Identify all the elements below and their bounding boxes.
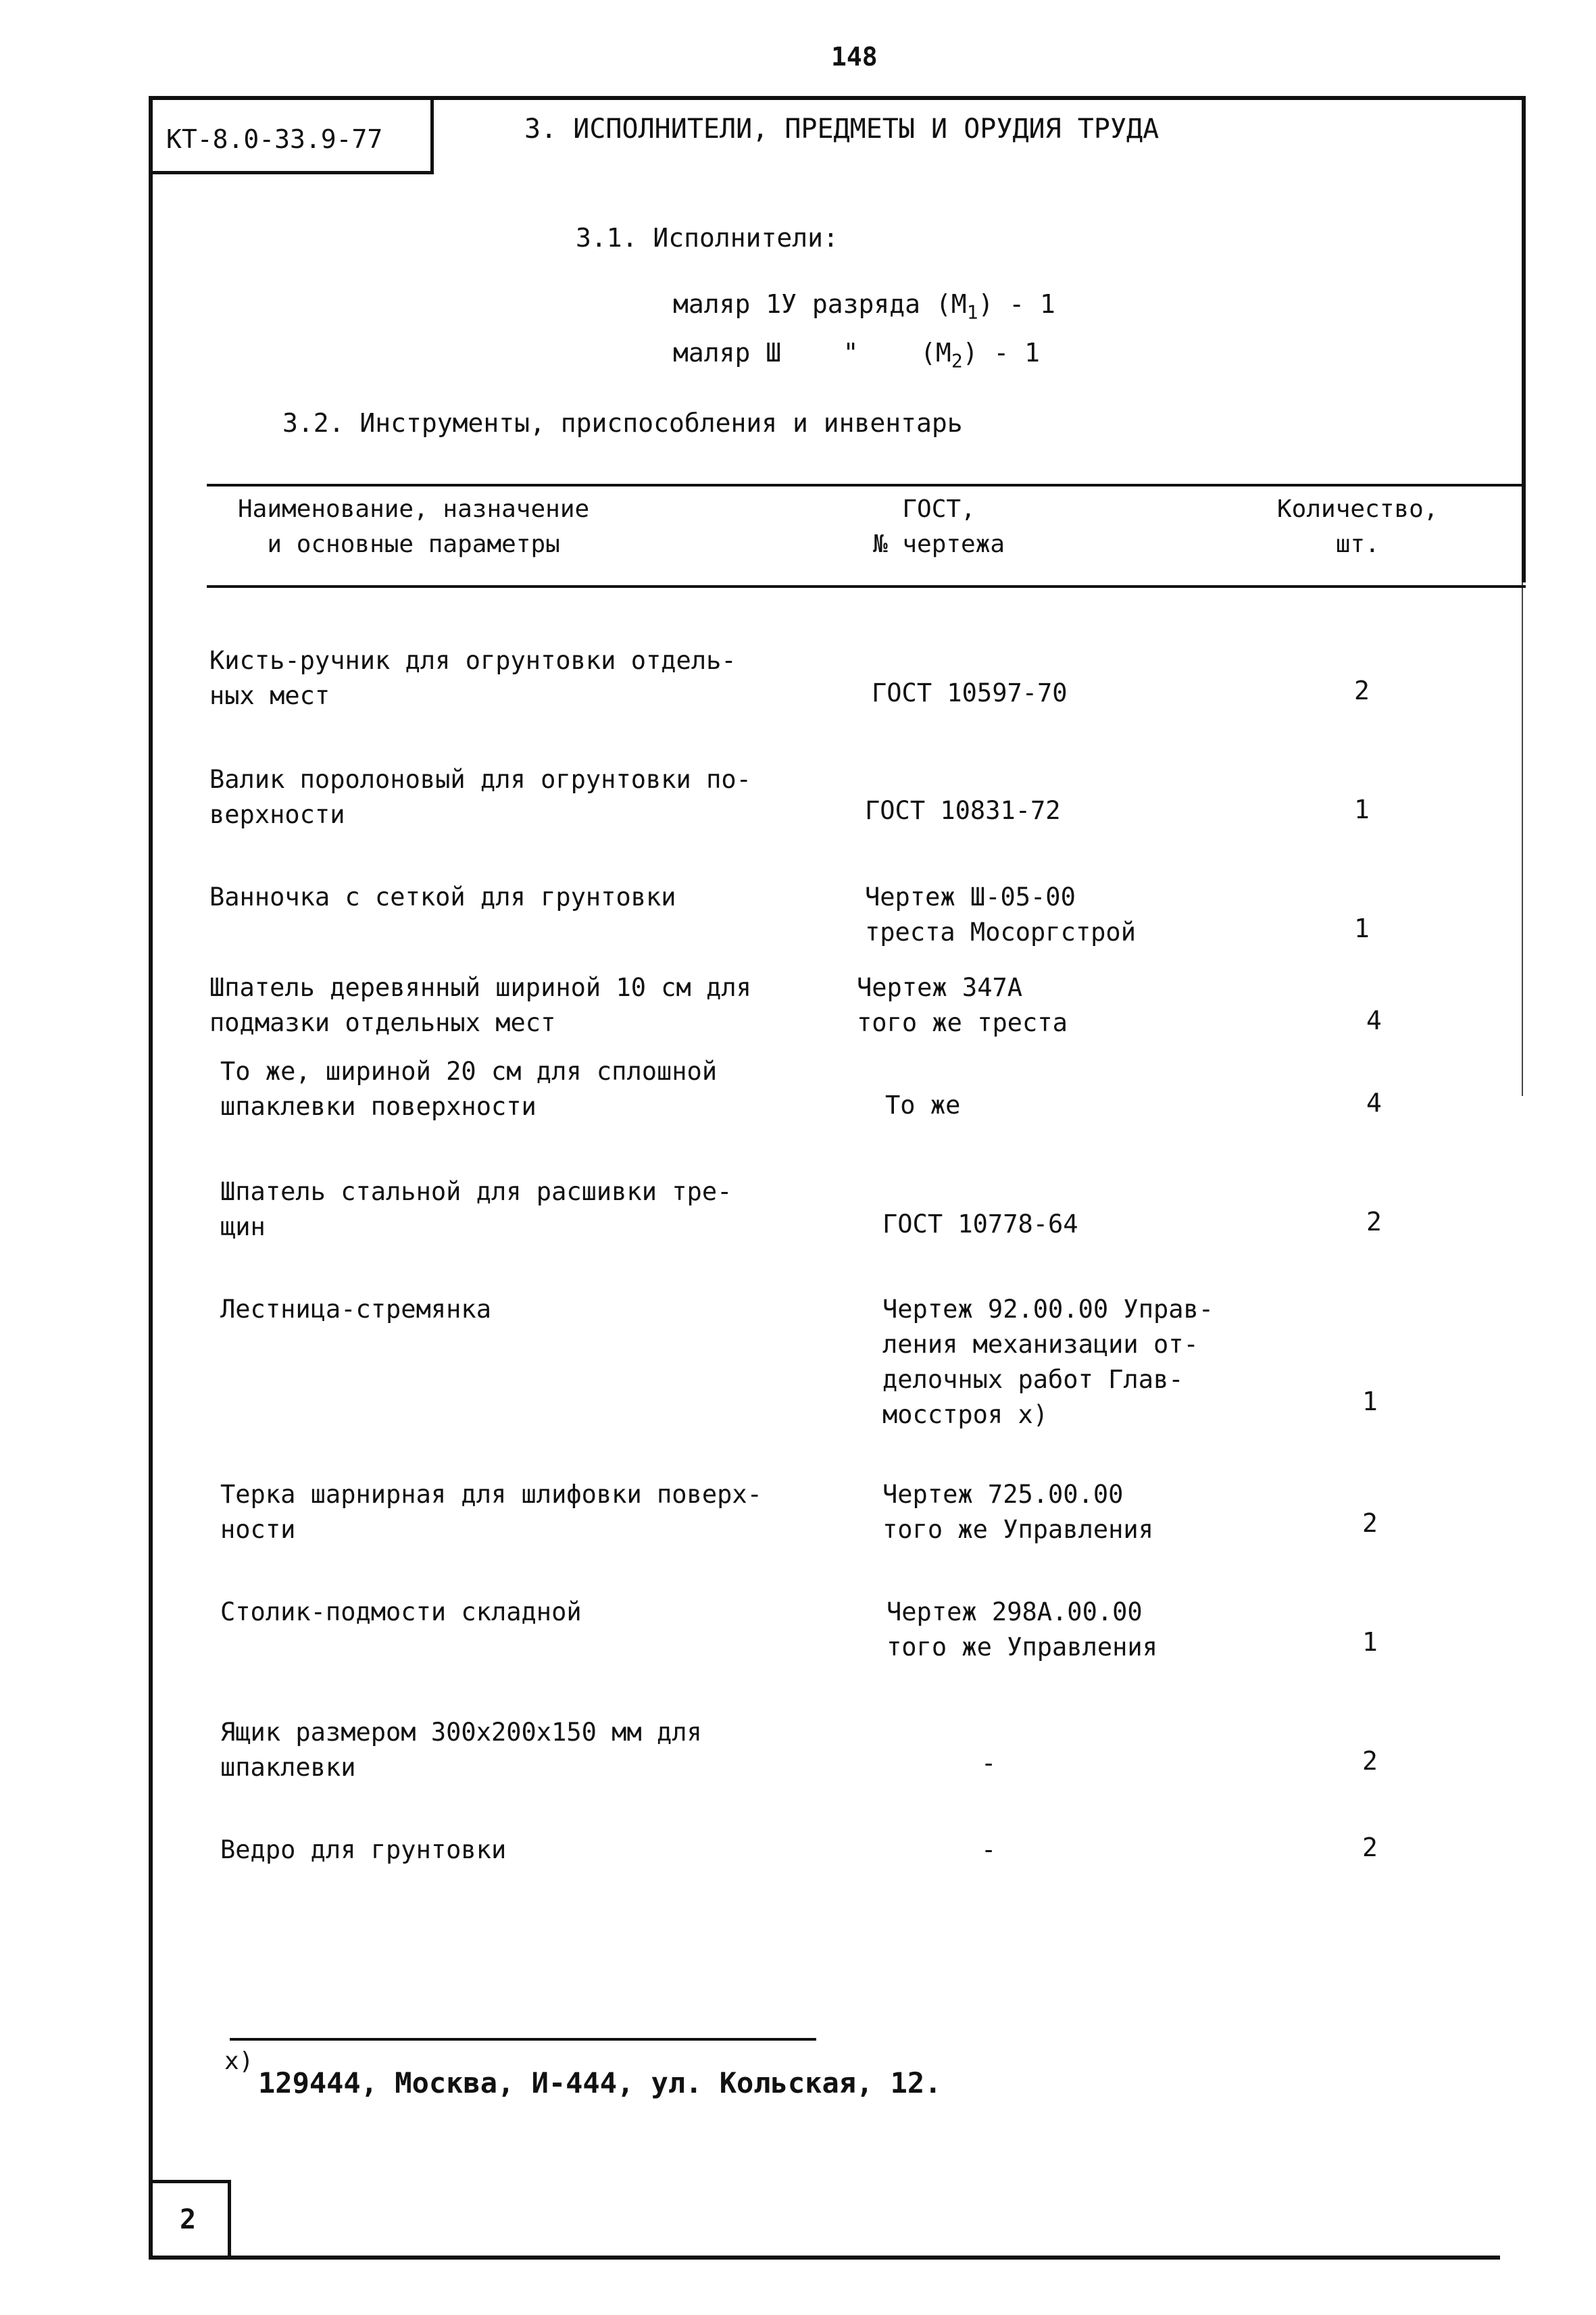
header-gost: ГОСТ, № чертежа <box>873 495 1005 558</box>
row-quantity: 1 <box>1354 795 1370 824</box>
frame-bottom-border <box>149 2256 1500 2260</box>
row-quantity: 2 <box>1362 1508 1378 1538</box>
row-quantity: 1 <box>1362 1627 1378 1657</box>
row-name: Шпатель деревянный шириной 10 см для подмазки отдельных мест <box>209 973 751 1037</box>
row-quantity: 2 <box>1362 1833 1378 1862</box>
frame-left-border <box>149 96 153 2258</box>
table-header-rule <box>207 585 1526 588</box>
row-gost: Чертеж 298А.00.00 того же Управления <box>887 1597 1157 1662</box>
header-name: Наименование, назначение и основные параметры <box>238 495 590 558</box>
sheet-number: 2 <box>180 2204 197 2235</box>
footnote-rule <box>230 2038 816 2041</box>
row-name: Ванночка с сеткой для грунтовки <box>209 882 676 912</box>
row-name: Лестница-стремянка <box>220 1295 491 1324</box>
section-title: 3. ИСПОЛНИТЕЛИ, ПРЕДМЕТЫ И ОРУДИЯ ТРУДА <box>524 114 1159 145</box>
frame-right-border-thin <box>1522 582 1523 1096</box>
footnote-text: 129444, Москва, И-444, ул. Кольская, 12. <box>258 2066 942 2099</box>
row-gost: То же <box>885 1091 961 1120</box>
performer-subscript: 2 <box>951 349 963 372</box>
performer-line <box>673 338 1040 372</box>
row-gost: ГОСТ 10778-64 <box>882 1210 1078 1239</box>
performer-count: ) - 1 <box>978 289 1055 319</box>
row-quantity: 1 <box>1354 914 1370 943</box>
row-name: Ящик размером 300х200х150 мм для шпаклевки <box>220 1718 702 1782</box>
row-name: То же, шириной 20 см для сплошной шпаклевки поверхности <box>220 1057 718 1121</box>
row-name: Ведро для грунтовки <box>220 1835 507 1864</box>
subsection-performers: 3.1. Исполнители: <box>576 223 839 253</box>
row-name: Терка шарнирная для шлифовки поверх- ности <box>220 1480 762 1544</box>
row-quantity: 2 <box>1354 676 1370 705</box>
frame-right-border <box>1522 96 1526 582</box>
row-name: Шпатель стальной для расшивки тре- щин <box>220 1177 732 1241</box>
row-name: Столик-подмости складной <box>220 1597 582 1626</box>
row-name: Валик поролоновый для огрунтовки по- верхности <box>209 765 751 829</box>
row-gost: - <box>981 1749 997 1778</box>
performer-line <box>673 289 1055 324</box>
row-gost: - <box>981 1835 997 1864</box>
row-gost: Чертеж 725.00.00 того же Управления <box>882 1480 1153 1544</box>
row-quantity: 1 <box>1362 1387 1378 1416</box>
performer-count: ) - 1 <box>962 338 1041 368</box>
row-name: Кисть-ручник для огрунтовки отдель- ных мест <box>209 646 737 710</box>
row-quantity: 2 <box>1366 1207 1382 1237</box>
row-quantity: 2 <box>1362 1746 1378 1776</box>
subsection-tools: 3.2. Инструменты, приспособления и инвентарь <box>282 408 963 438</box>
row-gost: ГОСТ 10831-72 <box>865 796 1061 825</box>
performer-text: маляр Ш " (М <box>673 338 951 368</box>
doc-code: КТ-8.0-33.9-77 <box>166 124 383 154</box>
row-quantity: 4 <box>1366 1005 1382 1035</box>
footnote-mark: x) <box>224 2047 254 2075</box>
row-quantity: 4 <box>1366 1088 1382 1118</box>
performer-text: маляр 1У разряда (М <box>673 289 967 319</box>
table-top-rule <box>207 484 1526 487</box>
row-gost: Чертеж Ш-05-00 треста Мосоргстрой <box>865 882 1136 947</box>
row-gost: ГОСТ 10597-70 <box>872 678 1068 707</box>
header-quantity: Количество, шт. <box>1277 495 1439 558</box>
page-number: 148 <box>831 42 878 72</box>
row-gost: Чертеж 92.00.00 Управ- ления механизации от- делочных работ Глав- мосстроя x) <box>882 1295 1214 1429</box>
row-gost: Чертеж 347А того же треста <box>857 973 1068 1037</box>
performer-subscript: 1 <box>966 301 978 324</box>
